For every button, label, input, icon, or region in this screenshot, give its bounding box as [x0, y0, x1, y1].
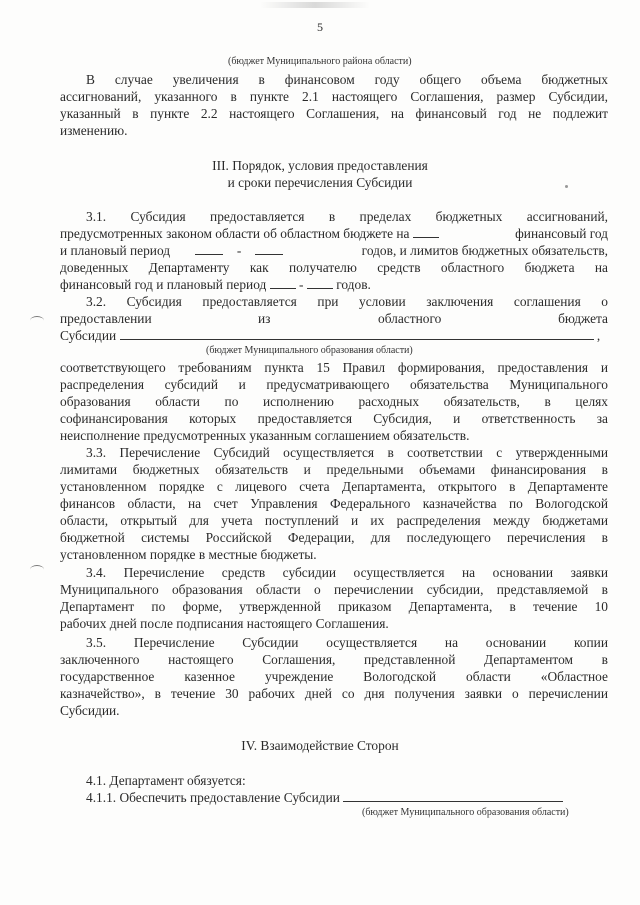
p41-line2: [86, 789, 563, 806]
p31-line4: доведенных Департаменту как получателю средств областного бюджета на: [60, 260, 608, 275]
caption-budget: (бюджет Муниципального района области): [228, 56, 412, 67]
caption-municipal: (бюджет Муниципального образования области): [362, 807, 569, 818]
dash: -: [236, 243, 242, 258]
p32-line2-c: областного: [378, 311, 442, 326]
page-number: 5: [317, 20, 323, 34]
p41-line1: 4.1. Департамент обязуется:: [86, 773, 246, 788]
p34-line3: Департамент по форме, утвержденной приказом Департамента, в течение 10: [60, 599, 608, 614]
p31-line2-end: финансовый год: [515, 226, 608, 241]
section3-title-line2: и сроки перечисления Субсидии: [227, 175, 413, 190]
p31-line1: 3.1. Субсидия предоставляется в пределах бюджетных ассигнований,: [86, 209, 608, 224]
blank-year-from: [270, 277, 296, 289]
p35-line4: казначейство», в течение 30 рабочих дней со дня получения заявки о перечислении: [60, 686, 608, 701]
p32-line2-b: из: [258, 311, 271, 326]
p33-line7: установленном порядке в местные бюджеты.: [60, 547, 317, 562]
p32-line3-a: Субсидии: [60, 328, 117, 343]
p33-line3: установленном порядке с лицевого счета Департамента, открытого в Департаменте: [60, 479, 608, 494]
p33-line4: финансов области, на счет Управления Федерального казначейства по Вологодской: [60, 496, 608, 511]
p31-line5-end: годов.: [336, 277, 371, 292]
blank-year-from: [195, 243, 223, 255]
p1-line1: В случае увеличения в финансовом году общего объема бюджетных: [86, 72, 608, 87]
scan-mark: [30, 565, 44, 574]
p31-line5-text: финансовый год и плановый период: [60, 277, 267, 292]
p35-line2: заключенного настоящего Соглашения, представленной Департаментом в: [60, 652, 608, 667]
p32-line1: 3.2. Субсидия предоставляется при условии заключения соглашения о: [86, 294, 608, 309]
p32-line8: неисполнение предусмотренных указанным соглашением обязательств.: [60, 428, 470, 443]
scan-mark: [30, 316, 44, 325]
p31-line5: [60, 276, 371, 293]
p1-line2: ассигнований, указанного в пункте 2.1 настоящего Соглашения, размер Субсидии,: [60, 89, 608, 104]
section3-title-line1: III. Порядок, условия предоставления: [212, 158, 428, 173]
p41-line2-text: 4.1.1. Обеспечить предоставление Субсидии: [86, 790, 340, 805]
p35-line1: 3.5. Перечисление Субсидии осуществляется на основании копии: [86, 635, 608, 650]
p1-line4: изменению.: [60, 123, 128, 138]
p34-line2: Муниципального образования области о перечислении субсидии, представляемой в: [60, 582, 608, 597]
blank-year-to: [307, 277, 333, 289]
p33-line5: области, открытый для учета поступлений и их распределения между бюджетами: [60, 513, 608, 528]
p35-line3: государственное казенное учреждение Вологодской области «Областное: [60, 669, 608, 684]
p32-line7: софинансирования которых предоставляется Субсидия, и ответственность за: [60, 411, 608, 426]
p34-line1: 3.4. Перечисление средств субсидии осуществляется на основании заявки: [86, 565, 608, 580]
p32-line2-d: бюджета: [558, 311, 608, 326]
p31-line3-text: и плановый период: [60, 243, 171, 258]
p32-line3-b: ,: [596, 328, 601, 343]
p32-line5: распределения субсидий и предусматривающего обязательства Муниципального: [60, 377, 608, 392]
section4-title: IV. Взаимодействие Сторон: [241, 738, 399, 753]
p31-line3-end: годов, и лимитов бюджетных обязательств,: [361, 243, 608, 258]
p1-line3: указанный в пункте 2.2 настоящего Соглашения, на финансовый год не подлежит: [60, 106, 608, 121]
p31-line3: [60, 242, 608, 259]
p33-line6: бюджетной системы Российской Федерации, для последующего перечисления в: [60, 530, 608, 545]
p33-line1: 3.3. Перечисление Субсидий осуществляется в соответствии с утвержденными: [86, 445, 608, 460]
p34-line4: рабочих дней после подписания настоящего Соглашения.: [60, 616, 389, 631]
p35-line5: Субсидии.: [60, 703, 120, 718]
scan-speck: [565, 185, 568, 188]
p32-line2: [60, 310, 608, 327]
blank-recipient: [120, 328, 594, 340]
p32-line4: соответствующего требованиям пункта 15 Правил формирования, предоставления и: [60, 360, 608, 375]
p32-line3: [60, 327, 608, 344]
dash: -: [299, 277, 304, 292]
p32-line2-a: предоставлении: [60, 311, 152, 326]
scan-artifact: [260, 2, 370, 8]
p31-line2-text: предусмотренных законом области об областном бюджете на: [60, 226, 410, 241]
caption-municipal: (бюджет Муниципального образования области): [206, 345, 413, 356]
p32-line6: образования области по исполнению расходных обязательств, в целях: [60, 394, 608, 409]
p31-line2: [60, 225, 608, 242]
blank-year: [413, 226, 439, 238]
blank-recipient: [343, 790, 563, 802]
blank-year-to: [255, 243, 283, 255]
p33-line2: лимитами бюджетных обязательств и предельными объемами финансирования в: [60, 462, 608, 477]
